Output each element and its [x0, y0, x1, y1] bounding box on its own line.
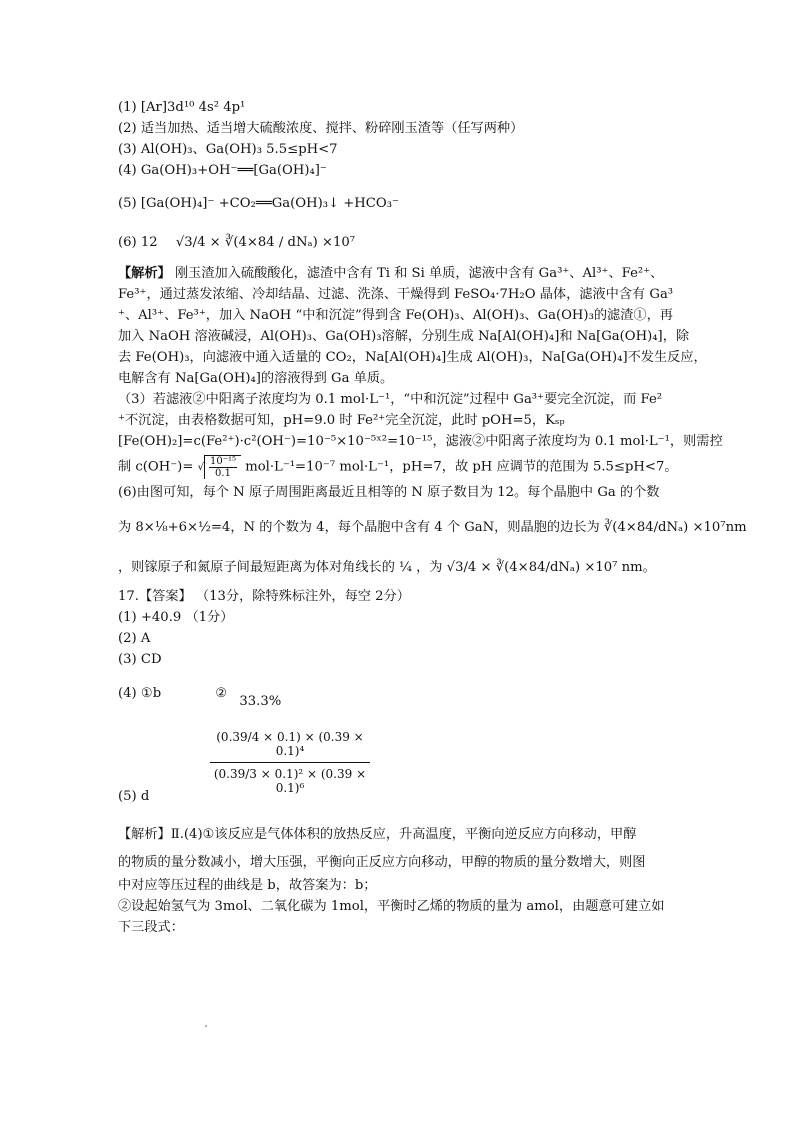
analysis-line-9: [Fe(OH)₂]=c(Fe²⁺)·c²(OH⁻)=10⁻⁵×10⁻⁵ˣ²=10⁻¹⁵，滤液②中阳离子浓度均为 0.1 mol·L⁻¹，则需控: [118, 434, 723, 449]
analysis-line-10: (6)由图可知，每个 N 原子周围距离最近且相等的 N 原子数目为 12。每个晶胞中 Ga 的个数: [118, 485, 660, 500]
analysis-line-4: 加入 NaOH 溶液碱浸，Al(OH)₃、Ga(OH)₃溶解，分别生成 Na[Al(OH)₄]和 Na[Ga(OH)₄]，除: [118, 329, 690, 344]
answer-2: (2) 适当加热、适当增大硫酸浓度、搅拌、粉碎刚玉渣等（任写两种）: [118, 121, 524, 136]
q17-answer-5: (5) d: [118, 789, 150, 804]
analysis2-line-1: 【解析】Ⅱ.(4)①该反应是气体体积的放热反应，升高温度，平衡向逆反应方向移动，甲醇: [118, 827, 637, 842]
analysis-line-2: Fe³⁺，通过蒸发浓缩、冷却结晶、过滤、洗涤、干燥得到 FeSO₄·7H₂O 晶体，滤液中含有 Ga³: [118, 287, 674, 302]
answer-4: (4) Ga(OH)₃+OH⁻══[Ga(OH)₄]⁻: [118, 163, 327, 178]
q17-answer-3: (3) CD: [118, 652, 162, 667]
analysis-line-12: ，则镓原子和氮原子间最短距离为体对角线长的 ¼ ，为 √3/4 × ∛(4×84/dNₐ) ×10⁷ nm。: [118, 560, 656, 575]
analysis-line-8: ⁺不沉淀，由表格数据可知，pH=9.0 时 Fe²⁺完全沉淀，此时 pOH=5，Kₛₚ: [118, 413, 565, 428]
analysis-line-5: 去 Fe(OH)₃，向滤液中通入适量的 CO₂，Na[Al(OH)₄]生成 Al(OH)₃，Na[Ga(OH)₄]不发生反应，: [118, 350, 707, 365]
analysis-control-line: 制 c(OH⁻)= √ $\frac{\text{10⁻¹⁵}}{0.1}$ mol·L⁻¹=10⁻⁷ mol·L⁻¹，pH=7，故 pH 应调节的范围为 5.5≤pH<7。: [118, 456, 678, 479]
answer-6-expression: √3/4 × ∛(4×84 / dNₐ) ×10⁷: [175, 235, 356, 250]
q17-answer-4-value: 33.3%: [239, 694, 282, 709]
answer-6-prefix: (6) 12: [118, 235, 158, 250]
stray-mark: [205, 1025, 207, 1027]
analysis2-line-3: 中对应等压过程的曲线是 b，故答案为：b；: [118, 878, 377, 893]
answer-3: (3) Al(OH)₃、Ga(OH)₃ 5.5≤pH<7: [118, 142, 338, 157]
analysis-line-11: 为 8×⅛+6×½=4，N 的个数为 4，每个晶胞中含有 4 个 GaN，则晶胞的边长为 ∛(4×84/dNₐ) ×10⁷nm: [118, 520, 747, 535]
analysis2-line-5: 下三段式：: [118, 920, 184, 935]
analysis-line-7: （3）若滤液②中阳离子浓度均为 0.1 mol·L⁻¹，“中和沉淀”过程中 Ga³⁺要完全沉淀，而 Fe²: [118, 392, 663, 407]
analysis-line-1: 【解析】 刚玉渣加入硫酸酸化，滤渣中含有 Ti 和 Si 单质，滤液中含有 Ga³⁺、Al³⁺、Fe²⁺、: [118, 266, 664, 281]
analysis-label: 【解析】: [118, 266, 171, 281]
fraction-numerator: (0.39/4 × 0.1) × (0.39 × 0.1)⁴: [210, 730, 370, 763]
equilibrium-fraction: [210, 730, 370, 795]
sqrt-expression: √ $\frac{\text{10⁻¹⁵}}{0.1}$: [198, 455, 241, 479]
answer-5: (5) [Ga(OH)₄]⁻ +CO₂══Ga(OH)₃↓ +HCO₃⁻: [118, 196, 399, 211]
analysis-line-3: ⁺、Al³⁺、Fe³⁺，加入 NaOH “中和沉淀”得到含 Fe(OH)₃、Al(OH)₃、Ga(OH)₃的滤渣①，再: [118, 308, 673, 323]
analysis2-line-2: 的物质的量分数减小，增大压强，平衡向正反应方向移动，甲醇的物质的量分数增大，则图: [118, 855, 646, 870]
q17-heading: 17.【答案】 （13分，除特殊标注外，每空 2分）: [118, 589, 410, 604]
analysis2-line-4: ②设起始氢气为 3mol、二氧化碳为 1mol，平衡时乙烯的物质的量为 amol，由题意可建立如: [118, 899, 665, 914]
analysis-line-6: 电解含有 Na[Ga(OH)₄]的溶液得到 Ga 单质。: [118, 371, 394, 386]
answer-6: [118, 233, 355, 253]
answer-1: (1) [Ar]3d¹⁰ 4s² 4p¹: [118, 100, 246, 115]
q17-answer-1: (1) +40.9 （1分）: [118, 610, 234, 625]
q17-answer-4: (4) ①b ② 33.3%: [118, 686, 282, 709]
q17-answer-2: (2) A: [118, 631, 151, 646]
fraction-denominator: (0.39/3 × 0.1)² × (0.39 × 0.1)⁶: [213, 767, 367, 795]
